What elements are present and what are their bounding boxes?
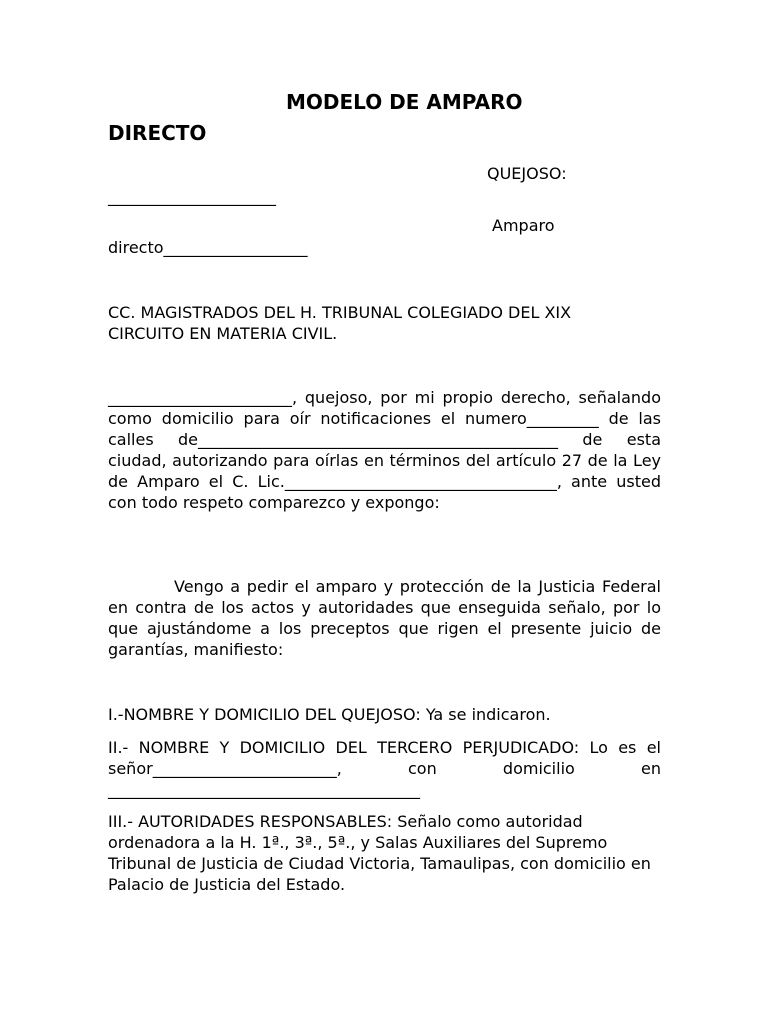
- amparo-label: Amparo: [492, 216, 555, 235]
- address-line-1: CC. MAGISTRADOS DEL H. TRIBUNAL COLEGIADO DEL XIX: [108, 303, 572, 322]
- address-line-2: CIRCUITO EN MATERIA CIVIL.: [108, 324, 338, 343]
- section-i: I.-NOMBRE Y DOMICILIO DEL QUEJOSO: Ya se indicaron.: [108, 705, 551, 724]
- quejoso-label: QUEJOSO:: [487, 164, 567, 183]
- title-line-1: MODELO DE AMPARO: [286, 90, 523, 114]
- intro-paragraph: _______________________, quejoso, por mi propio derecho, señalando como domicilio para oír notificaciones el numero_________ de las calles de_____________________________________________ de esta ciudad, autorizando para oírlas en términos del artículo 27 de la Ley de Amparo el C. Lic.__________________________________, ante usted con todo respeto comparezco y expongo:: [108, 388, 661, 512]
- title-line-2: DIRECTO: [108, 121, 207, 145]
- quejoso-blank: _____________________: [108, 187, 276, 206]
- amparo-directo-line: directo__________________: [108, 238, 308, 257]
- section-iii: III.- AUTORIDADES RESPONSABLES: Señalo como autoridad ordenadora a la H. 1ª., 3ª., 5ª., y Salas Auxiliares del Supremo Tribunal de Justicia de Ciudad Victoria, Tamaulipas, con domicilio en Palacio de Justicia del Estado.: [108, 812, 651, 894]
- section-ii: II.- NOMBRE Y DOMICILIO DEL TERCERO PERJUDICADO: Lo es el señor_______________________, con domicilio en _______________________________________: [108, 738, 661, 799]
- request-paragraph: Vengo a pedir el amparo y protección de la Justicia Federal en contra de los actos y autoridades que enseguida señalo, por lo que ajustándome a los preceptos que rigen el presente juicio de garantías, manifiesto:: [108, 577, 661, 659]
